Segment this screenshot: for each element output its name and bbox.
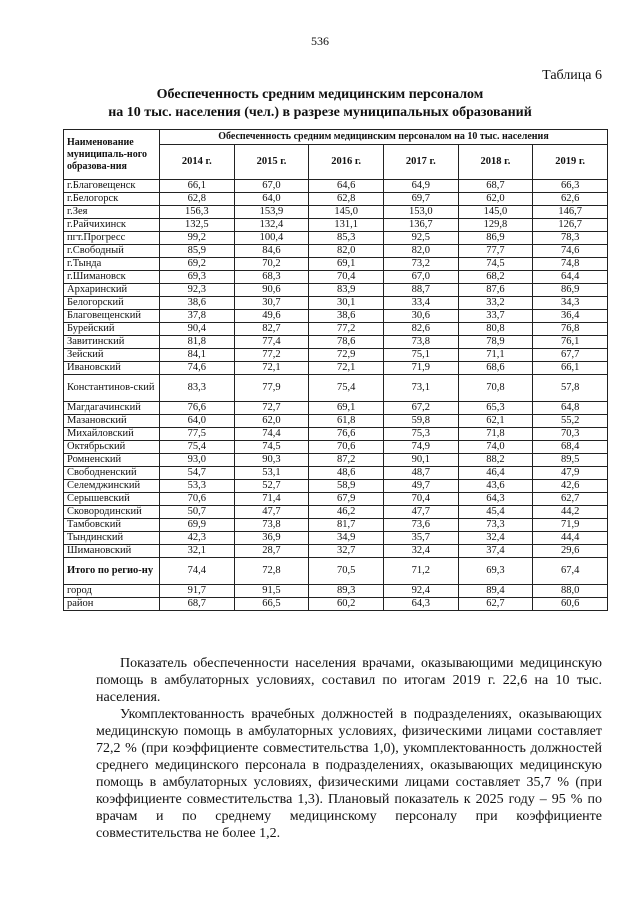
value-cell: 70,3 (533, 428, 608, 441)
value-cell: 36,4 (533, 310, 608, 323)
value-cell: 29,6 (533, 545, 608, 558)
value-cell: 66,1 (533, 362, 608, 375)
value-cell: 68,6 (458, 362, 533, 375)
value-cell: 38,6 (309, 310, 384, 323)
municipality-name: Белогорский (64, 297, 160, 310)
value-cell: 68,7 (160, 598, 235, 611)
value-cell: 64,6 (309, 180, 384, 193)
value-cell: 73,8 (234, 519, 309, 532)
value-cell: 52,7 (234, 480, 309, 493)
municipality-name: Архаринский (64, 284, 160, 297)
value-cell: 74,4 (234, 428, 309, 441)
value-cell: 42,3 (160, 532, 235, 545)
table-row (64, 284, 608, 297)
table-row (64, 493, 608, 506)
table-row (64, 310, 608, 323)
value-cell: 100,4 (234, 232, 309, 245)
page-number: 536 (311, 34, 329, 48)
value-cell: 76,1 (533, 336, 608, 349)
value-cell: 75,4 (309, 375, 384, 402)
value-cell: 30,1 (309, 297, 384, 310)
value-cell: 62,0 (458, 193, 533, 206)
municipality-name: Тамбовский (64, 519, 160, 532)
value-cell: 35,7 (383, 532, 458, 545)
value-cell: 68,4 (533, 441, 608, 454)
value-cell: 86,9 (533, 284, 608, 297)
value-cell: 49,6 (234, 310, 309, 323)
value-cell: 33,7 (458, 310, 533, 323)
value-cell: 62,8 (309, 193, 384, 206)
value-cell: 145,0 (458, 206, 533, 219)
header-year: 2019 г. (533, 145, 608, 180)
value-cell: 58,9 (309, 480, 384, 493)
value-cell: 67,9 (309, 493, 384, 506)
value-cell: 90,6 (234, 284, 309, 297)
value-cell: 37,8 (160, 310, 235, 323)
value-cell: 81,7 (309, 519, 384, 532)
value-cell: 44,4 (533, 532, 608, 545)
municipality-name: Бурейский (64, 323, 160, 336)
value-cell: 34,3 (533, 297, 608, 310)
value-cell: 75,1 (383, 349, 458, 362)
value-cell: 66,1 (160, 180, 235, 193)
table-row (64, 519, 608, 532)
value-cell: 76,6 (160, 402, 235, 415)
value-cell: 88,0 (533, 585, 608, 598)
value-cell: 69,1 (309, 258, 384, 271)
value-cell: 87,2 (309, 454, 384, 467)
title-line-1: Обеспеченность средним медицинским персоналом (156, 87, 484, 102)
value-cell: 74,6 (160, 362, 235, 375)
value-cell: 38,6 (160, 297, 235, 310)
table-title (60, 86, 580, 122)
value-cell: 90,3 (234, 454, 309, 467)
value-cell: 82,0 (309, 245, 384, 258)
value-cell: 33,4 (383, 297, 458, 310)
header-year: 2016 г. (309, 145, 384, 180)
value-cell: 74,5 (234, 441, 309, 454)
table-row (64, 375, 608, 402)
value-cell: 82,6 (383, 323, 458, 336)
value-cell: 77,5 (160, 428, 235, 441)
table-row (64, 297, 608, 310)
municipality-name: Тындинский (64, 532, 160, 545)
value-cell: 86,9 (458, 232, 533, 245)
table-row (64, 506, 608, 519)
value-cell: 83,3 (160, 375, 235, 402)
value-cell: 90,1 (383, 454, 458, 467)
value-cell: 50,7 (160, 506, 235, 519)
value-cell: 70,2 (234, 258, 309, 271)
value-cell: 76,8 (533, 323, 608, 336)
municipality-name: г.Свободный (64, 245, 160, 258)
table-row (64, 245, 608, 258)
value-cell: 75,3 (383, 428, 458, 441)
value-cell: 59,8 (383, 415, 458, 428)
value-cell: 70,6 (160, 493, 235, 506)
municipality-name: Итого по регио-ну (64, 558, 160, 585)
table-row-total (64, 558, 608, 585)
municipality-name: Шимановский (64, 545, 160, 558)
value-cell: 67,2 (383, 402, 458, 415)
value-cell: 81,8 (160, 336, 235, 349)
value-cell: 57,8 (533, 375, 608, 402)
municipality-name: Благовещенский (64, 310, 160, 323)
table-row (64, 323, 608, 336)
table-row (64, 532, 608, 545)
value-cell: 145,0 (309, 206, 384, 219)
value-cell: 136,7 (383, 219, 458, 232)
value-cell: 70,4 (309, 271, 384, 284)
table-row (64, 180, 608, 193)
value-cell: 76,6 (309, 428, 384, 441)
value-cell: 93,0 (160, 454, 235, 467)
table-row (64, 480, 608, 493)
value-cell: 64,9 (383, 180, 458, 193)
value-cell: 62,7 (458, 598, 533, 611)
value-cell: 47,7 (383, 506, 458, 519)
value-cell: 91,5 (234, 585, 309, 598)
header-year: 2018 г. (458, 145, 533, 180)
header-year: 2014 г. (160, 145, 235, 180)
value-cell: 129,8 (458, 219, 533, 232)
value-cell: 37,4 (458, 545, 533, 558)
value-cell: 132,5 (160, 219, 235, 232)
value-cell: 73,1 (383, 375, 458, 402)
value-cell: 77,4 (234, 336, 309, 349)
header-year: 2017 г. (383, 145, 458, 180)
municipality-name: город (64, 585, 160, 598)
value-cell: 85,9 (160, 245, 235, 258)
value-cell: 69,9 (160, 519, 235, 532)
municipality-name: г.Благовещенск (64, 180, 160, 193)
table-row (64, 206, 608, 219)
value-cell: 84,1 (160, 349, 235, 362)
value-cell: 48,7 (383, 467, 458, 480)
value-cell: 77,7 (458, 245, 533, 258)
value-cell: 74,4 (160, 558, 235, 585)
value-cell: 66,5 (234, 598, 309, 611)
table-row (64, 362, 608, 375)
value-cell: 71,8 (458, 428, 533, 441)
municipality-name: Зейский (64, 349, 160, 362)
value-cell: 153,9 (234, 206, 309, 219)
value-cell: 33,2 (458, 297, 533, 310)
value-cell: 62,1 (458, 415, 533, 428)
value-cell: 68,2 (458, 271, 533, 284)
value-cell: 71,1 (458, 349, 533, 362)
value-cell: 32,7 (309, 545, 384, 558)
value-cell: 68,7 (458, 180, 533, 193)
value-cell: 53,1 (234, 467, 309, 480)
value-cell: 64,0 (234, 193, 309, 206)
value-cell: 64,3 (458, 493, 533, 506)
value-cell: 69,1 (309, 402, 384, 415)
paragraph-1: Показатель обеспеченности населения врачами, оказывающими медицинскую помощь в амбулаторных условиях, составил по итогам 2019 г. 22,6 на 10 тыс. населения. (96, 656, 602, 705)
value-cell: 91,7 (160, 585, 235, 598)
value-cell: 66,3 (533, 180, 608, 193)
value-cell: 67,7 (533, 349, 608, 362)
value-cell: 42,6 (533, 480, 608, 493)
value-cell: 28,7 (234, 545, 309, 558)
value-cell: 64,4 (533, 271, 608, 284)
value-cell: 34,9 (309, 532, 384, 545)
value-cell: 47,7 (234, 506, 309, 519)
paragraph-2: Укомплектованность врачебных должностей в подразделениях, оказывающих медицинскую помощь в амбулаторных условиях, физическими лицами составляет 72,2 % (при коэффициенте совместительства 1,0), укомплектованность должностей среднего медицинского персонала в подразделениях, оказывающих медицинскую помощь в амбулаторных условиях, физическими лицами составляет 35,7 % (при коэффициенте совместительства 1,3). Плановый показатель к 2025 году – 95 % по врачам и по среднему медицинскому персоналу при коэффициенте совместительства не более 1,2. (96, 707, 602, 841)
value-cell: 69,3 (160, 271, 235, 284)
municipality-name: пгт.Прогресс (64, 232, 160, 245)
value-cell: 92,4 (383, 585, 458, 598)
value-cell: 47,9 (533, 467, 608, 480)
value-cell: 71,9 (533, 519, 608, 532)
municipality-name: г.Белогорск (64, 193, 160, 206)
table-body (64, 180, 608, 611)
value-cell: 70,4 (383, 493, 458, 506)
value-cell: 90,4 (160, 323, 235, 336)
value-cell: 74,9 (383, 441, 458, 454)
value-cell: 64,3 (383, 598, 458, 611)
value-cell: 67,0 (234, 180, 309, 193)
table-label: Таблица 6 (542, 68, 602, 83)
value-cell: 77,2 (309, 323, 384, 336)
value-cell: 126,7 (533, 219, 608, 232)
value-cell: 65,3 (458, 402, 533, 415)
table-row (64, 232, 608, 245)
value-cell: 78,9 (458, 336, 533, 349)
value-cell: 74,6 (533, 245, 608, 258)
value-cell: 78,3 (533, 232, 608, 245)
table-row (64, 454, 608, 467)
value-cell: 60,2 (309, 598, 384, 611)
value-cell: 156,3 (160, 206, 235, 219)
value-cell: 85,3 (309, 232, 384, 245)
value-cell: 74,8 (533, 258, 608, 271)
value-cell: 36,9 (234, 532, 309, 545)
value-cell: 82,7 (234, 323, 309, 336)
value-cell: 49,7 (383, 480, 458, 493)
table-row (64, 336, 608, 349)
value-cell: 70,8 (458, 375, 533, 402)
value-cell: 75,4 (160, 441, 235, 454)
table-row (64, 585, 608, 598)
value-cell: 71,4 (234, 493, 309, 506)
value-cell: 54,7 (160, 467, 235, 480)
value-cell: 62,0 (234, 415, 309, 428)
value-cell: 80,8 (458, 323, 533, 336)
value-cell: 32,1 (160, 545, 235, 558)
value-cell: 72,8 (234, 558, 309, 585)
value-cell: 67,4 (533, 558, 608, 585)
value-cell: 73,3 (458, 519, 533, 532)
value-cell: 89,5 (533, 454, 608, 467)
municipality-name: Магдагачинский (64, 402, 160, 415)
value-cell: 64,0 (160, 415, 235, 428)
value-cell: 89,3 (309, 585, 384, 598)
table-row (64, 193, 608, 206)
value-cell: 32,4 (458, 532, 533, 545)
header-year: 2015 г. (234, 145, 309, 180)
value-cell: 67,0 (383, 271, 458, 284)
value-cell: 69,3 (458, 558, 533, 585)
table-row (64, 467, 608, 480)
value-cell: 78,6 (309, 336, 384, 349)
value-cell: 72,1 (234, 362, 309, 375)
table-row (64, 428, 608, 441)
table-row (64, 545, 608, 558)
municipality-name: Михайловский (64, 428, 160, 441)
value-cell: 53,3 (160, 480, 235, 493)
value-cell: 32,4 (383, 545, 458, 558)
table-row (64, 271, 608, 284)
title-line-2: на 10 тыс. населения (чел.) в разрезе муниципальных образований (108, 105, 532, 120)
value-cell: 62,7 (533, 493, 608, 506)
value-cell: 43,6 (458, 480, 533, 493)
header-group: Обеспеченность средним медицинским персоналом на 10 тыс. населения (160, 130, 608, 145)
value-cell: 87,6 (458, 284, 533, 297)
table-row (64, 219, 608, 232)
value-cell: 74,5 (458, 258, 533, 271)
value-cell: 45,4 (458, 506, 533, 519)
value-cell: 77,9 (234, 375, 309, 402)
municipality-name: Константинов-ский (64, 375, 160, 402)
value-cell: 60,6 (533, 598, 608, 611)
municipality-name: г.Райчихинск (64, 219, 160, 232)
value-cell: 72,7 (234, 402, 309, 415)
value-cell: 70,5 (309, 558, 384, 585)
table-row (64, 598, 608, 611)
value-cell: 99,2 (160, 232, 235, 245)
municipality-name: г.Тында (64, 258, 160, 271)
value-cell: 48,6 (309, 467, 384, 480)
municipality-name: г.Зея (64, 206, 160, 219)
table-row (64, 349, 608, 362)
value-cell: 69,7 (383, 193, 458, 206)
value-cell: 153,0 (383, 206, 458, 219)
value-cell: 62,6 (533, 193, 608, 206)
value-cell: 88,2 (458, 454, 533, 467)
value-cell: 82,0 (383, 245, 458, 258)
municipality-name: Серышевский (64, 493, 160, 506)
value-cell: 83,9 (309, 284, 384, 297)
value-cell: 92,3 (160, 284, 235, 297)
value-cell: 89,4 (458, 585, 533, 598)
value-cell: 61,8 (309, 415, 384, 428)
value-cell: 30,7 (234, 297, 309, 310)
municipality-name: Октябрьский (64, 441, 160, 454)
municipality-name: Ивановский (64, 362, 160, 375)
value-cell: 71,2 (383, 558, 458, 585)
table-row (64, 441, 608, 454)
value-cell: 64,8 (533, 402, 608, 415)
value-cell: 62,8 (160, 193, 235, 206)
value-cell: 73,6 (383, 519, 458, 532)
value-cell: 46,4 (458, 467, 533, 480)
value-cell: 88,7 (383, 284, 458, 297)
value-cell: 69,2 (160, 258, 235, 271)
value-cell: 84,6 (234, 245, 309, 258)
data-table (63, 129, 608, 611)
municipality-name: Ромненский (64, 454, 160, 467)
municipality-name: Мазановский (64, 415, 160, 428)
table-row (64, 258, 608, 271)
value-cell: 72,1 (309, 362, 384, 375)
value-cell: 72,9 (309, 349, 384, 362)
value-cell: 131,1 (309, 219, 384, 232)
value-cell: 68,3 (234, 271, 309, 284)
value-cell: 132,4 (234, 219, 309, 232)
value-cell: 146,7 (533, 206, 608, 219)
header-municipality: Наименование муниципаль-ного образова-ния (64, 130, 160, 180)
value-cell: 74,0 (458, 441, 533, 454)
municipality-name: Завитинский (64, 336, 160, 349)
value-cell: 55,2 (533, 415, 608, 428)
value-cell: 92,5 (383, 232, 458, 245)
municipality-name: район (64, 598, 160, 611)
table-row (64, 415, 608, 428)
value-cell: 73,8 (383, 336, 458, 349)
municipality-name: Селемджинский (64, 480, 160, 493)
municipality-name: г.Шимановск (64, 271, 160, 284)
municipality-name: Свободненский (64, 467, 160, 480)
value-cell: 46,2 (309, 506, 384, 519)
value-cell: 44,2 (533, 506, 608, 519)
value-cell: 70,6 (309, 441, 384, 454)
municipality-name: Сковородинский (64, 506, 160, 519)
table-row (64, 402, 608, 415)
value-cell: 71,9 (383, 362, 458, 375)
value-cell: 73,2 (383, 258, 458, 271)
value-cell: 30,6 (383, 310, 458, 323)
value-cell: 77,2 (234, 349, 309, 362)
